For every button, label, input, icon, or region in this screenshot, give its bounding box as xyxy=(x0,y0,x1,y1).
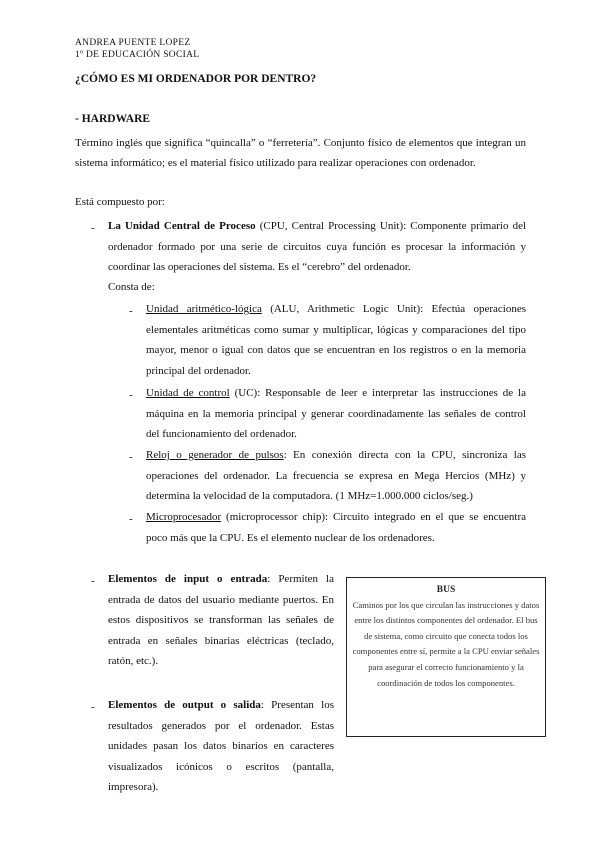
output-term: Elementos de output o salida xyxy=(108,699,261,711)
bullet-dash: - xyxy=(129,513,133,525)
bullet-dash: - xyxy=(129,305,133,317)
input-paragraph xyxy=(108,569,334,672)
bullet-dash: - xyxy=(129,389,133,401)
bullet-dash: - xyxy=(91,575,95,587)
section-heading: - HARDWARE xyxy=(75,113,151,125)
intro-paragraph: Término inglés que significa “quincalla” o “ferretería”. Conjunto físico de elementos que integran un sistema informático; es el material físico utilizado para realizar operaciones con ordenador. xyxy=(75,137,526,169)
clock-text: : En conexión directa con la CPU, sincroniza las operaciones del ordenador. La frecuencia se expresa en Mega Hercios (MHz) y determina la velocidad de la computadora. (1 MHz=1.000.000 ciclos/seg.) xyxy=(146,449,526,502)
microprocessor-term: Microprocesador xyxy=(146,511,222,523)
output-text: : Presentan los resultados generados por el ordenador. Estas unidades pasan los datos binarios en caracteres visualizados icónicos o escritos (pantalla, impresora). xyxy=(108,699,334,793)
composed-label: Está compuesto por: xyxy=(75,196,165,208)
clock-term: Reloj o generador de pulsos xyxy=(146,449,284,461)
alu-term: Unidad aritmético-lógica xyxy=(146,303,262,315)
microprocessor-paragraph xyxy=(146,507,526,548)
control-unit-text: (UC): Responsable de leer e interpretar las instrucciones de la máquina en la memoria principal y generar coordinadamente las señales de control del funcionamiento del ordenador. xyxy=(146,387,526,440)
bus-box xyxy=(346,577,546,737)
cpu-term: La Unidad Central de Proceso xyxy=(108,220,256,232)
microprocessor-text: (microprocessor chip): Circuito integrado en el que se encuentra poco más que la CPU. Es el elemento nuclear de los ordenadores. xyxy=(146,511,526,544)
bullet-dash: - xyxy=(91,222,95,234)
control-unit-term: Unidad de control xyxy=(146,387,230,399)
consta-label: Consta de: xyxy=(108,281,155,293)
input-text: : Permiten la entrada de datos del usuario mediante puertos. En estos dispositivos se transforman las señales de entrada en señales binarias eléctricas (teclado, ratón, etc.). xyxy=(108,573,334,667)
control-unit-paragraph xyxy=(146,383,526,445)
bus-title: BUS xyxy=(436,585,456,595)
bus-text: Caminos por los que circulan las instrucciones y datos entre los distintos componentes del ordenador. El bus de sistema, como circuito que conecta todos los componentes entre sí, permite a la CPU enviar señales para asegurar el correcto funcionamiento y la coordinación de todos los componentes. xyxy=(352,599,540,688)
bullet-dash: - xyxy=(91,701,95,713)
output-paragraph xyxy=(108,695,334,798)
clock-paragraph xyxy=(146,445,526,507)
course-label: 1º DE EDUCACIÓN SOCIAL xyxy=(75,50,200,60)
page-title: ¿CÓMO ES MI ORDENADOR POR DENTRO? xyxy=(75,73,317,85)
alu-paragraph xyxy=(146,299,526,381)
cpu-text: (CPU, Central Processing Unit): Componente primario del ordenador formado por una serie de circuitos cuya función es procesar la información y coordinar las operaciones del sistema. Es el “cerebro” del ordenador. xyxy=(108,220,527,273)
input-term: Elementos de input o entrada xyxy=(108,573,268,585)
alu-text: (ALU, Arithmetic Logic Unit): Efectúa operaciones elementales aritméticas como sumar y multiplicar, lógicas y comparaciones del tipo mayor, menor o igual con datos que se encuentran en los registros o en la memoria principal del ordenador. xyxy=(146,303,526,377)
author-name: ANDREA PUENTE LOPEZ xyxy=(75,38,191,48)
bullet-dash: - xyxy=(129,451,133,463)
cpu-paragraph xyxy=(108,216,526,278)
